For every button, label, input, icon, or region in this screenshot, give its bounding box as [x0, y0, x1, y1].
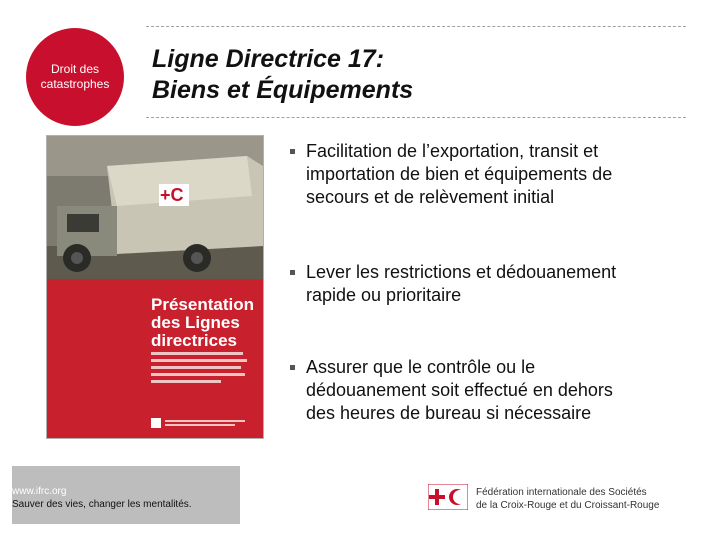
badge-line-1: Droit des	[50, 62, 100, 76]
slide-title	[152, 44, 413, 106]
bullet-item	[288, 356, 613, 425]
bottom-divider	[146, 117, 686, 118]
cover-title-line-1: Présentation	[151, 295, 254, 314]
bullet-3-line-2: dédouanement soit effectué en dehors	[306, 380, 613, 400]
bullet-1-line-2: importation de bien et équipements de	[306, 164, 613, 184]
bullet-item	[288, 261, 616, 307]
bullet-2-line-2: rapide ou prioritaire	[306, 285, 462, 305]
guidelines-cover-image	[47, 136, 263, 438]
cover-fine-print	[151, 352, 251, 390]
bullet-item	[288, 140, 612, 209]
bullet-square-icon	[290, 365, 295, 370]
federation-name-line-1: Fédération internationale des Sociétés	[476, 487, 647, 498]
bullet-2-line-1: Lever les restrictions et dédouanement	[306, 262, 617, 282]
footer-slogan: Sauver des vies, changer les mentalités.	[12, 499, 192, 510]
cover-title	[151, 296, 254, 350]
slide-footer	[0, 466, 720, 540]
badge-line-2: catastrophes	[40, 77, 110, 91]
top-divider	[146, 26, 686, 27]
cover-footer-logo	[151, 418, 251, 430]
cover-title-line-2: des Lignes	[151, 313, 240, 332]
red-cross-crescent-icon	[428, 484, 468, 510]
title-line-2: Biens et Équipements	[152, 76, 414, 104]
bullet-1-line-1: Facilitation de l’exportation, transit et	[306, 141, 599, 161]
cover-emblem: +C	[160, 185, 184, 205]
topic-badge	[26, 28, 124, 126]
ifrc-logo	[428, 480, 690, 520]
bullet-square-icon	[290, 149, 295, 154]
bullet-3-line-3: des heures de bureau si nécessaire	[306, 403, 592, 423]
ifrc-website-link[interactable]: www.ifrc.org	[12, 486, 67, 497]
federation-name	[476, 486, 659, 512]
truck-photo	[47, 136, 263, 279]
bullet-3-line-1: Assurer que le contrôle ou le	[306, 357, 536, 377]
bullet-square-icon	[290, 270, 295, 275]
bullet-1-line-3: secours et de relèvement initial	[306, 187, 555, 207]
cover-title-line-3: directrices	[151, 331, 237, 350]
federation-name-line-2: de la Croix-Rouge et du Croissant-Rouge	[476, 500, 660, 511]
title-line-1: Ligne Directrice 17:	[152, 45, 385, 73]
